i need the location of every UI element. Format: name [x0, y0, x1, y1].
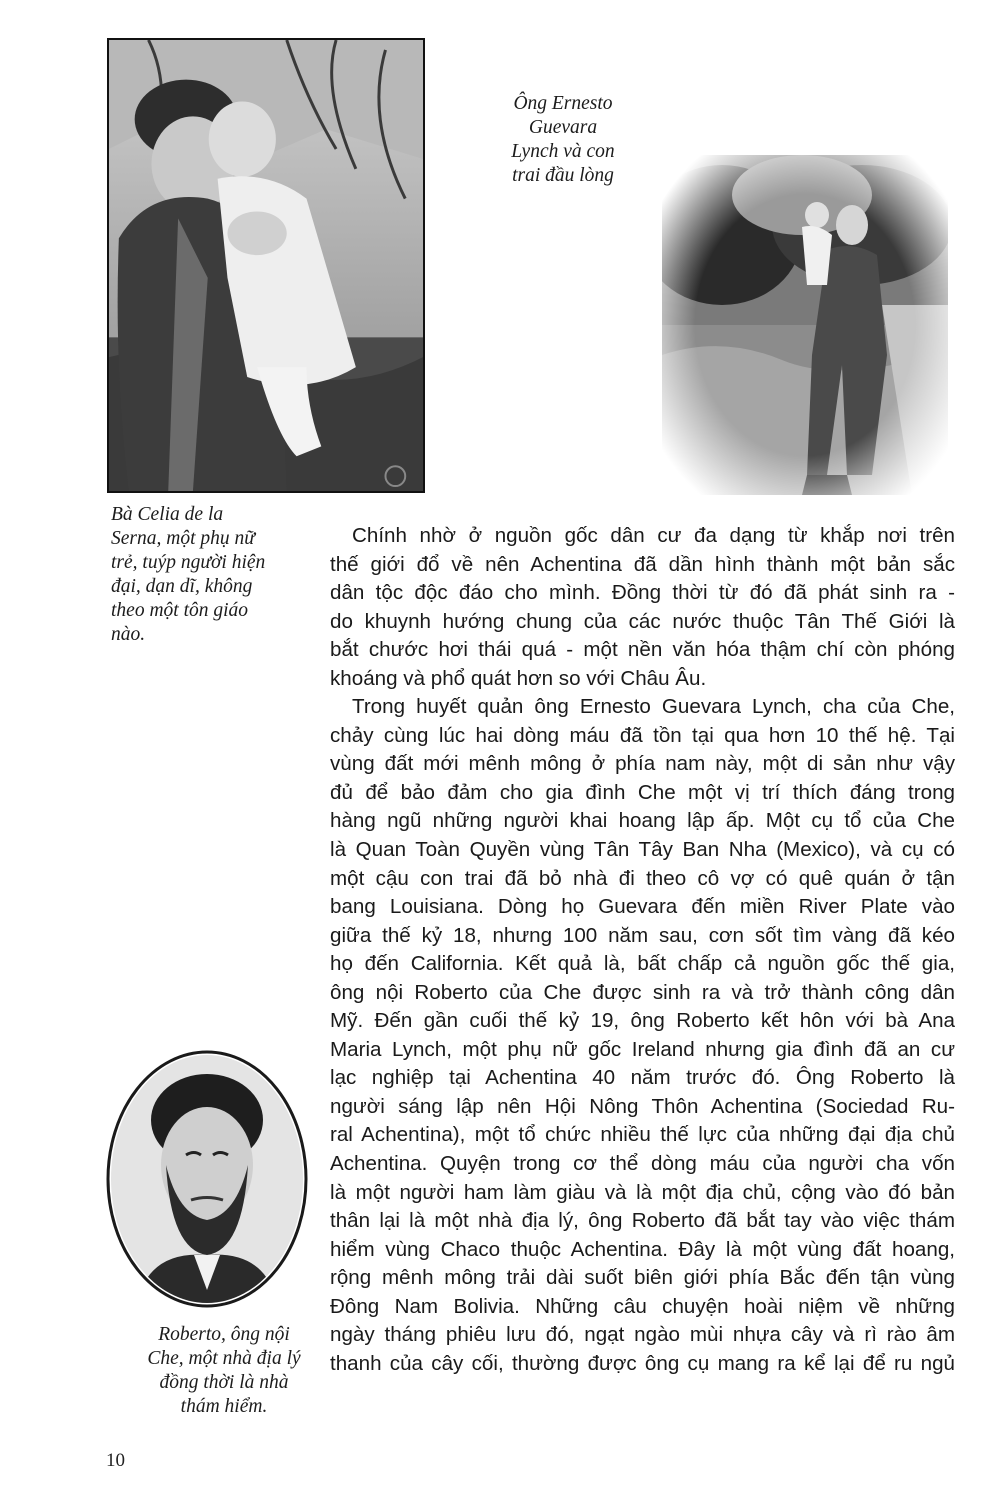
- caption-line: nào.: [111, 624, 146, 645]
- caption-line: thám hiểm.: [180, 1396, 268, 1417]
- text-line: hàng ngũ những người khai hoang lập ấp. Một cụ tổ của Che: [330, 809, 955, 833]
- text-line: vùng đất mới mênh mông ở phía nam này, một di sản như vậy: [330, 752, 955, 776]
- caption-ernesto: [478, 92, 648, 188]
- text-line: một cậu con trai đã bỏ nhà đi theo cô vợ có quê quán ở tận: [330, 866, 955, 890]
- text-line: Achentina. Quyện trong cơ thể dòng máu của người cha vốn: [330, 1152, 955, 1176]
- page-number: 10: [106, 1450, 125, 1471]
- text-line: Mỹ. Đến gần cuối thế kỷ 19, ông Roberto kết hôn với bà Ana: [330, 1009, 955, 1033]
- text-line: thân lại là một nhà địa lý, ông Roberto đã bắt tay vào việc thám: [330, 1209, 955, 1233]
- text-line: giữa thế kỷ 18, nhưng 100 năm sau, cơn sốt tìm vàng đã kéo: [330, 923, 955, 947]
- text-line: thanh của cây cối, thường được ông cụ mang ra kể lại để ru ngủ: [330, 1351, 955, 1375]
- caption-line: theo một tôn giáo: [111, 600, 249, 621]
- text-line: ral Achentina), một tổ chức nhiều thế lực của những đại địa chủ: [330, 1123, 955, 1147]
- text-line: ngày tháng phiêu lưu đó, ngạt ngào mùi nhựa cây và rì rào âm: [330, 1323, 955, 1347]
- photo-ernesto-guevara-lynch: [662, 155, 948, 495]
- text-line: chảy cùng lúc hai dòng máu đã tồn tại qua hơn 10 thế hệ. Tại: [330, 723, 955, 747]
- caption-line: Lynch và con: [511, 141, 615, 162]
- caption-line: đồng thời là nhà: [159, 1372, 289, 1393]
- paragraph-1: [330, 522, 955, 693]
- caption-celia: [111, 503, 311, 647]
- text-line: Đông Nam Bolivia. Những câu chuyện hoài niệm về những: [330, 1294, 955, 1318]
- text-line: họ đến California. Kết quả là, bất chấp cả nguồn gốc thế gia,: [330, 952, 955, 976]
- text-line: bang Louisiana. Dòng họ Guevara đến miền River Plate vào: [330, 895, 955, 919]
- caption-line: Che, một nhà địa lý: [147, 1348, 301, 1369]
- text-line: là Quan Toàn Quyền vùng Tân Tây Ban Nha (Mexico), và cụ có: [330, 838, 955, 862]
- caption-line: Serna, một phụ nữ: [111, 528, 255, 549]
- text-line: khoáng và phổ quát hơn so với Châu Âu.: [330, 666, 707, 690]
- caption-line: Guevara: [528, 117, 598, 138]
- text-line: hiểm vùng Chaco thuộc Achentina. Đây là một vùng đất hoang,: [330, 1237, 955, 1261]
- text-line: Maria Lynch, một phụ nữ gốc Ireland nhưng gia đình đã an cư: [330, 1037, 955, 1061]
- text-line: rộng mênh mông trải dài suốt biên giới phía Bắc đến tận vùng: [330, 1266, 955, 1290]
- caption-line: Roberto, ông nội: [158, 1324, 290, 1345]
- body-text: [330, 522, 955, 1378]
- caption-roberto: [128, 1323, 320, 1419]
- photo-celia-de-la-serna: [107, 38, 425, 493]
- text-line: thế giới đổ về nên Achentina đã dần hình thành một bản sắc: [330, 552, 955, 576]
- text-line: bắt chước hơi thái quá - một nền văn hóa thậm chí còn phóng: [330, 638, 955, 662]
- text-line: người sáng lập nên Hội Nông Thôn Achentina (Sociedad Ru-: [330, 1094, 955, 1118]
- caption-line: trai đầu lòng: [512, 165, 614, 186]
- text-line: Trong huyết quản ông Ernesto Guevara Lynch, cha của Che,: [352, 695, 955, 719]
- text-line: lạc nghiệp tại Achentina 40 năm trước đó. Ông Roberto là: [330, 1066, 955, 1090]
- paragraph-2: [330, 693, 955, 1378]
- text-line: là một người ham làm giàu và là một địa chủ, cộng vào đó bản: [330, 1180, 955, 1204]
- caption-line: trẻ, tuýp người hiện: [111, 552, 266, 573]
- text-line: Chính nhờ ở nguồn gốc dân cư đa dạng từ khắp nơi trên: [352, 524, 955, 547]
- caption-line: Bà Celia de la: [111, 504, 224, 525]
- text-line: ông nội Roberto của Che được sinh ra và trở thành công dân: [330, 980, 955, 1004]
- caption-line: Ông Ernesto: [513, 93, 613, 114]
- text-line: do khuynh hướng chung của các nước thuộc Tân Thế Giới là: [330, 609, 955, 633]
- text-line: đủ để bảo đảm cho gia đình Che một vị trí thích đáng trong: [330, 780, 955, 804]
- text-line: dân tộc độc đáo cho mình. Đồng thời từ đó đã phát sinh ra -: [330, 581, 955, 605]
- photo-roberto-portrait: [106, 1050, 308, 1308]
- caption-line: đại, dạn dĩ, không: [111, 576, 253, 597]
